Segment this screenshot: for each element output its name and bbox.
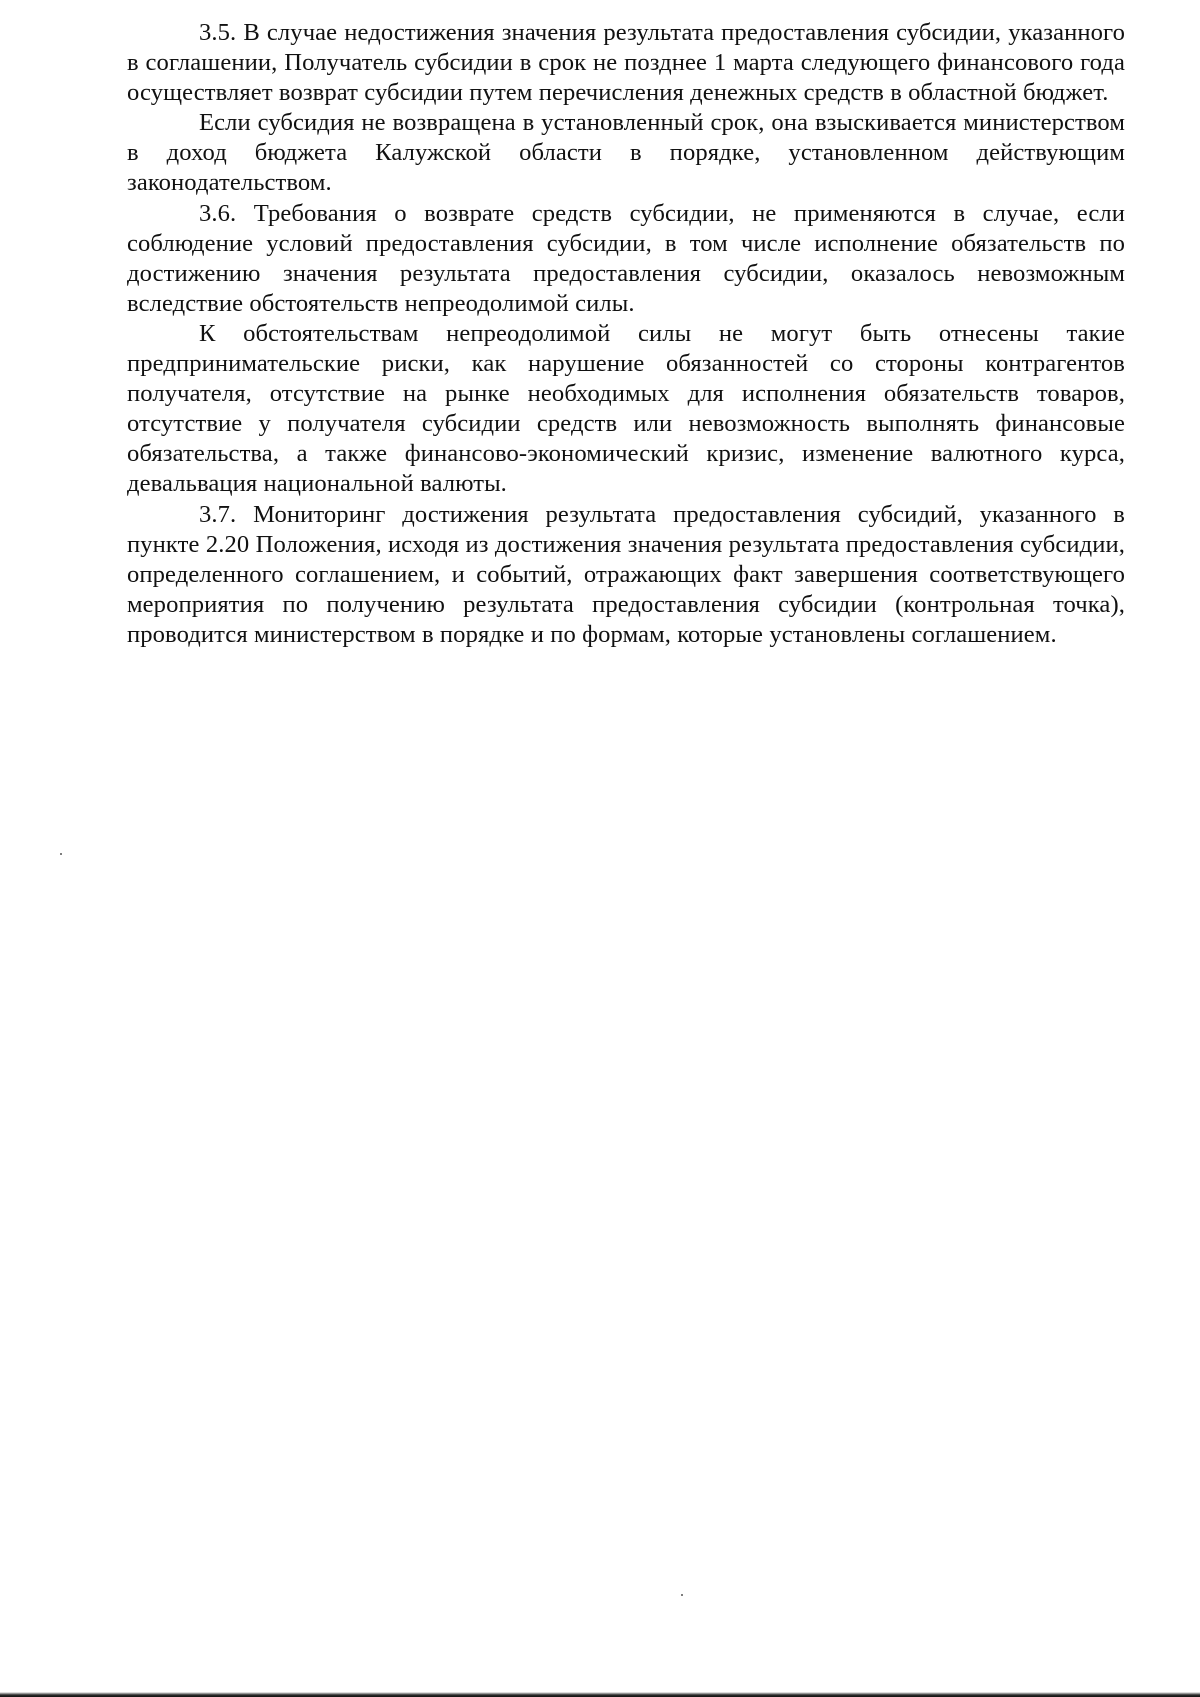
paragraph-3-5: 3.5. В случае недостижения значения результата предоставления субсидии, указанного в соглашении, Получатель субсидии в срок не позднее 1 марта следующего финансового года осуществляет возврат субсидии путем перечисления денежных средств в областной бюджет. [127,19,1125,107]
paragraph-refund-recovery: Если субсидия не возвращена в установленный срок, она взыскивается министерством в доход бюджета Калужской области в порядке, установленном действующим законодательством. [127,109,1125,197]
scan-speck [60,853,62,855]
paragraph-3-6: 3.6. Требования о возврате средств субсидии, не применяются в случае, если соблюдение условий предоставления субсидии, в том числе исполнение обязательств по достижению значения результата предоставления субсидии, оказалось невозможным вследствие обстоятельств непреодолимой силы. [127,199,1125,317]
scan-speck [681,1594,683,1596]
paragraph-force-majeure-exclusions: К обстоятельствам непреодолимой силы не могут быть отнесены такие предпринимательские риски, как нарушение обязанностей со стороны контрагентов получателя, отсутствие на рынке необходимых для исполнения обязательств товаров, отсутствие у получателя субсидии средств или невозможность выполнять финансовые обязательства, а также финансово-экономический кризис, изменение валютного курса, девальвация национальной валюты. [127,319,1125,498]
scan-bottom-edge [0,1692,1200,1697]
paragraph-3-7: 3.7. Мониторинг достижения результата предоставления субсидий, указанного в пункте 2.20 Положения, исходя из достижения значения результата предоставления субсидии, определенного соглашением, и событий, отражающих факт завершения соответствующего мероприятия по получению результата предоставления субсидии (контрольная точка), проводится министерством в порядке и по формам, которые установлены соглашением. [127,500,1125,648]
document-body [127,18,1125,650]
